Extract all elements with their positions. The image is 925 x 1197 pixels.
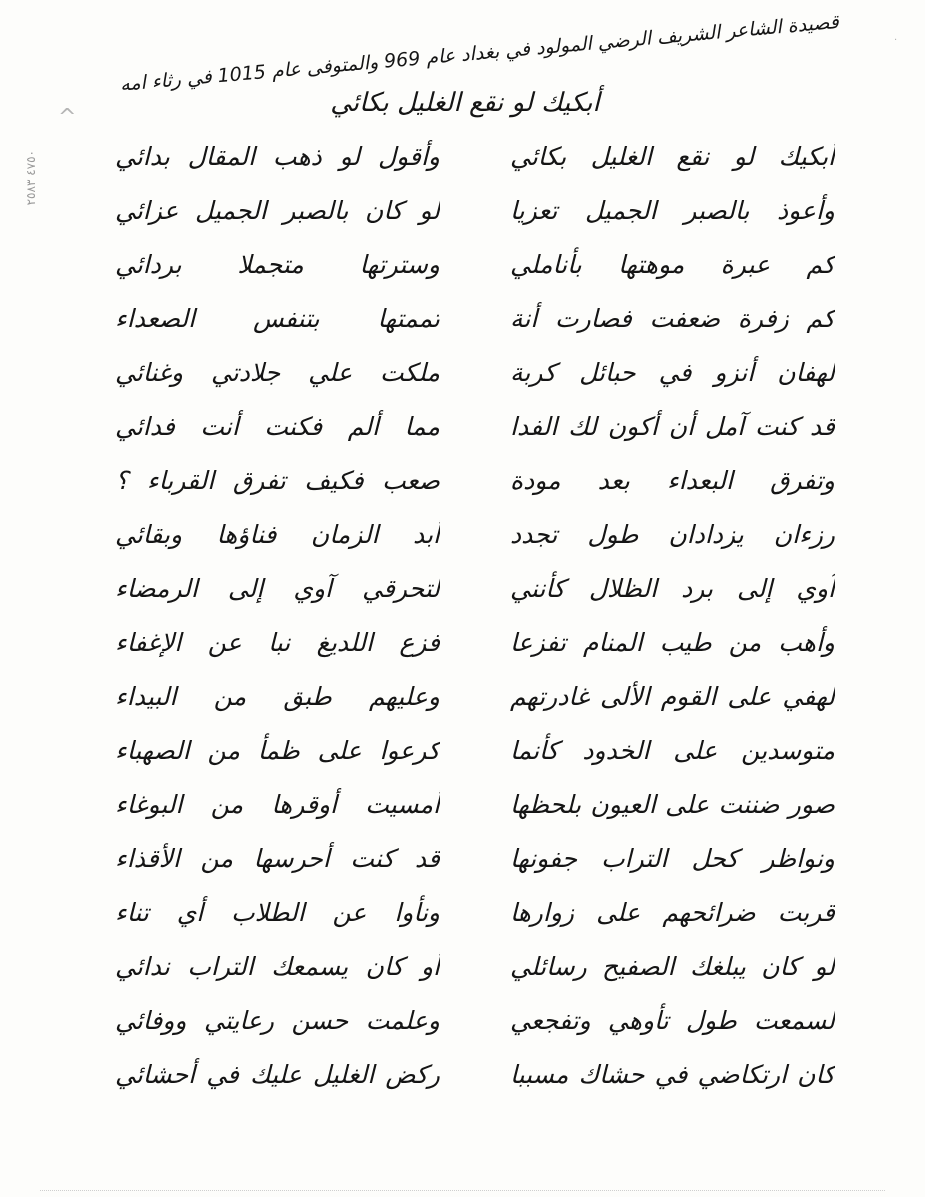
verse-second-hemistich: وعلمت حسن رعايتي ووفائي xyxy=(115,1006,440,1035)
verse-row xyxy=(115,730,835,784)
verse-second-hemistich: ملكت علي جلادتي وغنائي xyxy=(115,358,440,387)
margin-sketch-mark: ^ xyxy=(58,105,78,130)
verse-first-hemistich: وأعوذ بالصبر الجميل تعزيا xyxy=(510,196,835,225)
verse-row xyxy=(115,190,835,244)
verse-row xyxy=(115,838,835,892)
verse-second-hemistich: فزع اللديغ نبا عن الإغفاء xyxy=(115,628,440,657)
verse-first-hemistich: آوي إلى برد الظلال كأنني xyxy=(510,574,835,603)
verse-row xyxy=(115,244,835,298)
verse-row xyxy=(115,352,835,406)
verse-first-hemistich: لهفي على القوم الألى غادرتهم xyxy=(510,682,835,711)
page-bottom-rule xyxy=(40,1190,885,1191)
verse-first-hemistich: قربت ضرائحهم على زوارها xyxy=(510,898,835,927)
verse-first-hemistich: لسمعت طول تأوهي وتفجعي xyxy=(510,1006,835,1035)
verse-row xyxy=(115,406,835,460)
verse-row xyxy=(115,568,835,622)
poem-verses xyxy=(115,136,835,1108)
verse-first-hemistich: كم عبرة موهتها بأناملي xyxy=(510,250,835,279)
verse-second-hemistich: ركض الغليل عليك في أحشائي xyxy=(115,1060,440,1089)
verse-first-hemistich: متوسدين على الخدود كأنما xyxy=(510,736,835,765)
margin-dot: · xyxy=(894,35,899,46)
verse-first-hemistich: قد كنت آمل أن أكون لك الفدا xyxy=(510,412,835,441)
verse-second-hemistich: وأقول لو ذهب المقال بدائي xyxy=(115,142,440,171)
verse-first-hemistich: صور ضننت على العيون بلحظها xyxy=(510,790,835,819)
verse-second-hemistich: صعب فكيف تفرق القرباء ؟ xyxy=(115,466,440,495)
verse-row xyxy=(115,514,835,568)
verse-first-hemistich: أبكيك لو نقع الغليل بكائي xyxy=(510,142,835,171)
verse-row xyxy=(115,946,835,1000)
poem-title: أبكيك لو نقع الغليل بكائي xyxy=(330,88,600,118)
verse-second-hemistich: تممتها بتنفس الصعداء xyxy=(115,304,440,333)
verse-second-hemistich: وسترتها متجملا بردائي xyxy=(115,250,440,279)
verse-second-hemistich: لتحرقي آوي إلى الرمضاء xyxy=(115,574,440,603)
verse-second-hemistich: وعليهم طبق من البيداء xyxy=(115,682,440,711)
verse-second-hemistich: كرعوا على ظمأ من الصهباء xyxy=(115,736,440,765)
verse-first-hemistich: لو كان يبلغك الصفيح رسائلي xyxy=(510,952,835,981)
margin-vertical-note: ٤٧٥٠ ٢٥٨٣ xyxy=(24,150,38,206)
verse-first-hemistich: كم زفرة ضعفت فصارت أنة xyxy=(510,304,835,333)
verse-second-hemistich: ونأوا عن الطلاب أي تناء xyxy=(115,898,440,927)
verse-second-hemistich: أبد الزمان فناؤها وبقائي xyxy=(115,520,440,549)
verse-row xyxy=(115,1054,835,1108)
verse-first-hemistich: لهفان أنزو في حبائل كربة xyxy=(510,358,835,387)
verse-row xyxy=(115,892,835,946)
verse-row xyxy=(115,676,835,730)
verse-row xyxy=(115,460,835,514)
verse-second-hemistich: مما ألم فكنت أنت فدائي xyxy=(115,412,440,441)
verse-row xyxy=(115,1000,835,1054)
verse-second-hemistich: قد كنت أحرسها من الأقذاء xyxy=(115,844,440,873)
verse-row xyxy=(115,136,835,190)
verse-first-hemistich: كان ارتكاضي في حشاك مسببا xyxy=(510,1060,835,1089)
verse-first-hemistich: وتفرق البعداء بعد مودة xyxy=(510,466,835,495)
verse-second-hemistich: أو كان يسمعك التراب ندائي xyxy=(115,952,440,981)
verse-first-hemistich: ونواظر كحل التراب جفونها xyxy=(510,844,835,873)
verse-row xyxy=(115,622,835,676)
verse-first-hemistich: وأهب من طيب المنام تفزعا xyxy=(510,628,835,657)
verse-first-hemistich: رزءان يزدادان طول تجدد xyxy=(510,520,835,549)
verse-row xyxy=(115,298,835,352)
verse-second-hemistich: أمسيت أوقرها من البوغاء xyxy=(115,790,440,819)
verse-second-hemistich: لو كان بالصبر الجميل عزائي xyxy=(115,196,440,225)
poem-header-line: قصيدة الشاعر الشريف الرضي المولود في بغداد عام 969 والمتوفى عام 1015 في رثاء امه xyxy=(119,10,840,96)
verse-row xyxy=(115,784,835,838)
